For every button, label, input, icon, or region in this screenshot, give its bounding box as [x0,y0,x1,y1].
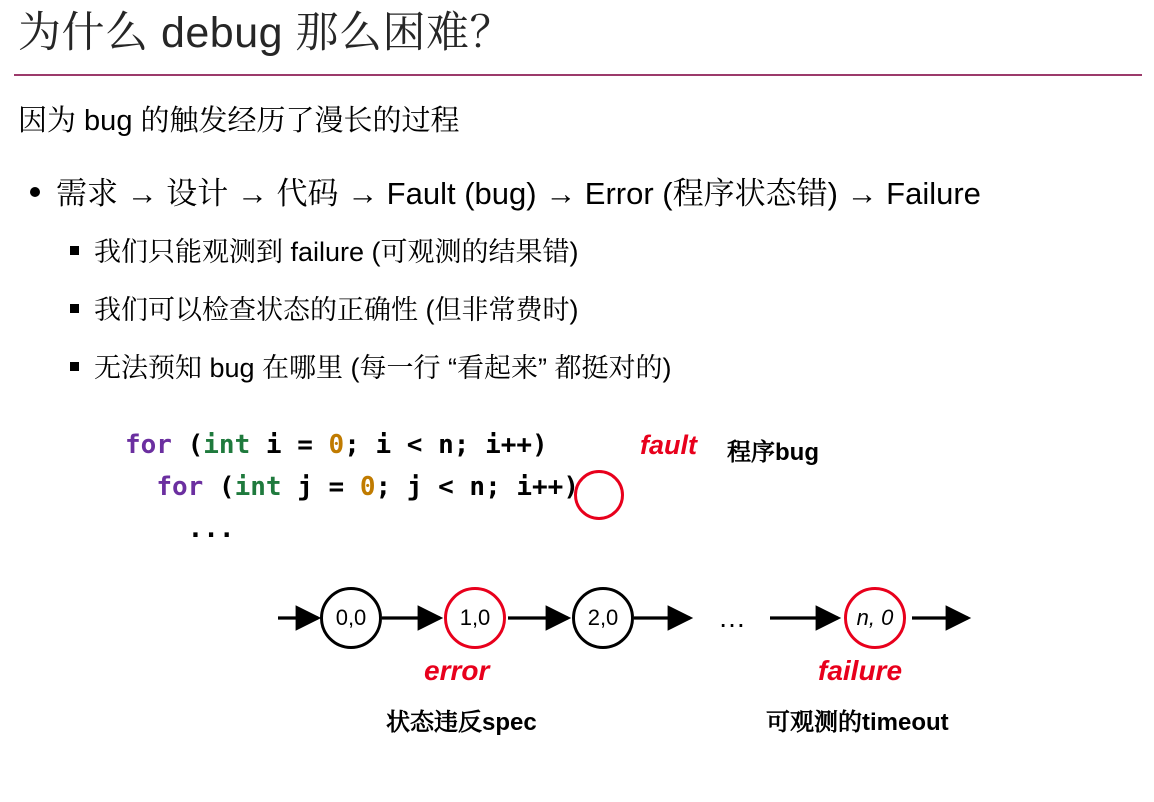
state-node [444,587,506,649]
state-node [572,587,634,649]
state-node [320,587,382,649]
title-divider [14,74,1142,76]
code-keyword-int: int [203,430,251,460]
failure-caption: 可观测的timeout [766,709,949,736]
state-node [844,587,906,649]
error-annotation: error [424,655,490,686]
code-highlight-circle [574,470,624,520]
bullet-level1 [30,168,981,213]
code-keyword-for: for [125,430,172,460]
bullet-level2-1-label: 我们只能观测到 failure (可观测的结果错) [94,237,579,267]
code-text: ; i < n; i++) [344,430,548,460]
state-node-label: n, 0 [856,605,894,630]
code-text: ( [203,472,235,503]
code-text: i = [250,430,329,460]
bullet-dot-icon [30,187,40,197]
bullet-level2-2 [70,288,578,327]
bullet-level2-2-label: 我们可以检查状态的正确性 (但非常费时) [94,295,579,325]
bullet-square-icon [70,246,79,255]
bullet-level2-3 [70,346,672,385]
code-text: ( [171,430,204,460]
page-title: 为什么 debug 那么困难？ [18,9,513,57]
state-diagram [0,570,1154,690]
fault-annotation: fault [640,430,697,460]
bullet-level2-1 [70,230,579,269]
failure-annotation: failure [818,655,903,686]
code-keyword-for: for [156,472,204,503]
diagram-ellipsis: … [718,602,749,633]
code-text: ; j < n; i++) [375,472,579,503]
code-ellipsis: ... [187,514,235,545]
code-number: 0 [359,472,376,503]
bullet-square-icon [70,362,79,371]
bullet-level1-label: 需求 → 设计 → 代码 → Fault (bug) → Error (程序状态错) → Failure [56,176,981,211]
state-node-label: 2,0 [587,605,619,630]
bullet-square-icon [70,304,79,313]
lead-text: 因为 bug 的触发经历了漫长的过程 [18,105,460,137]
state-node-label: 0,0 [335,605,367,630]
error-caption: 状态违反spec [386,709,537,736]
bullet-level2-3-label: 无法预知 bug 在哪里 (每一行 “看起来” 都挺对的) [94,353,672,383]
state-node-label: 1,0 [459,605,491,630]
code-block [125,424,579,550]
code-number: 0 [328,430,345,460]
code-keyword-int: int [234,472,282,503]
code-text: j = [281,472,360,503]
fault-note: 程序bug [727,439,819,466]
